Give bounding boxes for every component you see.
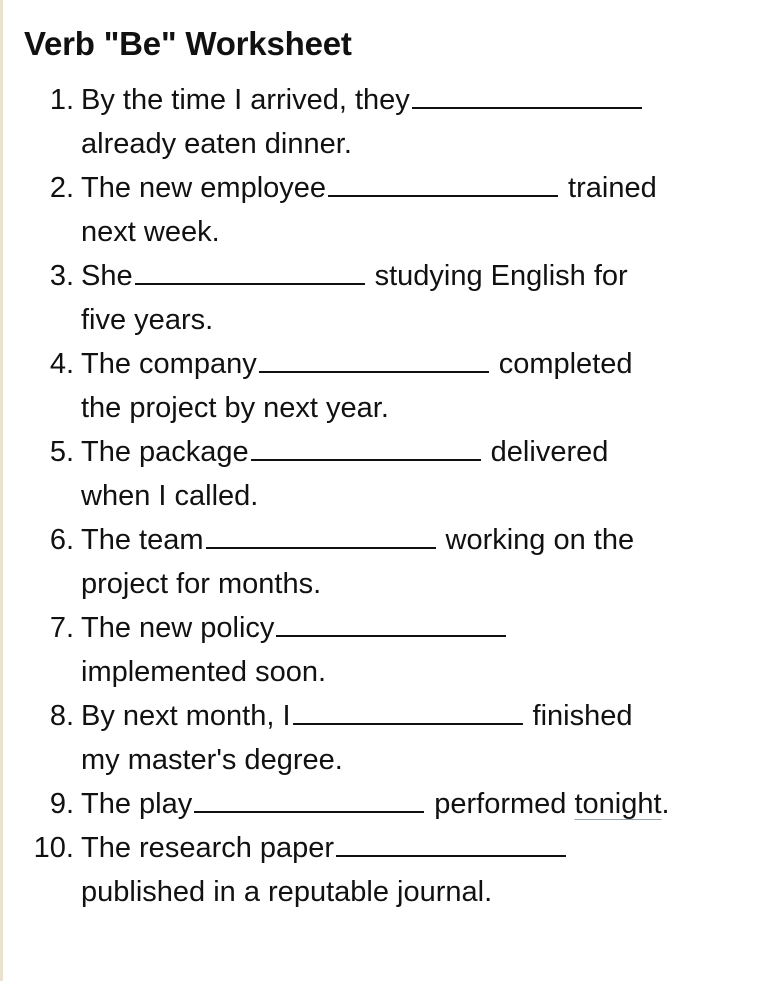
question-text-before: The team <box>81 524 204 556</box>
question-item-1 <box>0 78 762 166</box>
question-text-before: The research paper <box>81 832 335 864</box>
question-text-line2: my master's degree. <box>81 744 343 776</box>
question-item-5 <box>0 430 762 518</box>
question-text-before: By the time I arrived, they <box>81 84 410 116</box>
question-number: 1. <box>49 84 74 116</box>
question-number: 8. <box>49 700 74 732</box>
question-text-before: The new employee <box>81 172 327 204</box>
question-text-before: The new policy <box>81 612 275 644</box>
question-text-after: trained <box>568 172 657 204</box>
answer-blank-9[interactable] <box>194 782 424 813</box>
question-text-line2: when I called. <box>81 480 259 512</box>
question-text-line2: five years. <box>81 304 214 336</box>
question-item-9 <box>0 782 762 826</box>
answer-blank-7[interactable] <box>276 606 506 637</box>
question-text-line2: next week. <box>81 216 220 248</box>
question-item-3 <box>0 254 762 342</box>
question-text-after: performed <box>434 788 567 820</box>
question-text-end: . <box>661 788 670 820</box>
question-text-after: completed <box>498 348 633 380</box>
question-item-10 <box>0 826 762 914</box>
answer-blank-4[interactable] <box>259 342 489 373</box>
question-item-7 <box>0 606 762 694</box>
answer-blank-5[interactable] <box>251 430 481 461</box>
question-number: 6. <box>49 524 74 556</box>
question-number: 2. <box>49 172 74 204</box>
question-number: 5. <box>49 436 74 468</box>
answer-blank-1[interactable] <box>412 78 642 109</box>
question-item-6 <box>0 518 762 606</box>
question-number: 9. <box>49 788 74 820</box>
question-text-line2: implemented soon. <box>81 656 327 688</box>
answer-blank-8[interactable] <box>293 694 523 725</box>
question-text-after: delivered <box>490 436 609 468</box>
answer-blank-10[interactable] <box>336 826 566 857</box>
question-item-2 <box>0 166 762 254</box>
question-item-8 <box>0 694 762 782</box>
question-text-line2: project for months. <box>81 568 322 600</box>
question-text-before: The play <box>81 788 193 820</box>
question-text-before: The company <box>81 348 257 380</box>
question-text-before: By next month, I <box>81 700 291 732</box>
question-text-line2: already eaten dinner. <box>81 128 352 160</box>
worksheet-title: Verb "Be" Worksheet <box>24 25 352 62</box>
question-text-after: studying English for <box>374 260 628 292</box>
question-number: 4. <box>49 348 74 380</box>
answer-blank-2[interactable] <box>328 166 558 197</box>
answer-blank-6[interactable] <box>206 518 436 549</box>
question-text-line2: published in a reputable journal. <box>81 876 493 908</box>
question-text-line2: the project by next year. <box>81 392 389 424</box>
spellcheck-underlined-word: tonight <box>574 788 662 820</box>
question-number: 7. <box>49 612 74 644</box>
question-text-before: She <box>81 260 133 292</box>
question-text-before: The package <box>81 436 249 468</box>
question-number: 10. <box>33 832 74 864</box>
question-number: 3. <box>49 260 74 292</box>
answer-blank-3[interactable] <box>135 254 365 285</box>
question-item-4 <box>0 342 762 430</box>
question-text-after: finished <box>532 700 633 732</box>
question-text-after: working on the <box>445 524 635 556</box>
